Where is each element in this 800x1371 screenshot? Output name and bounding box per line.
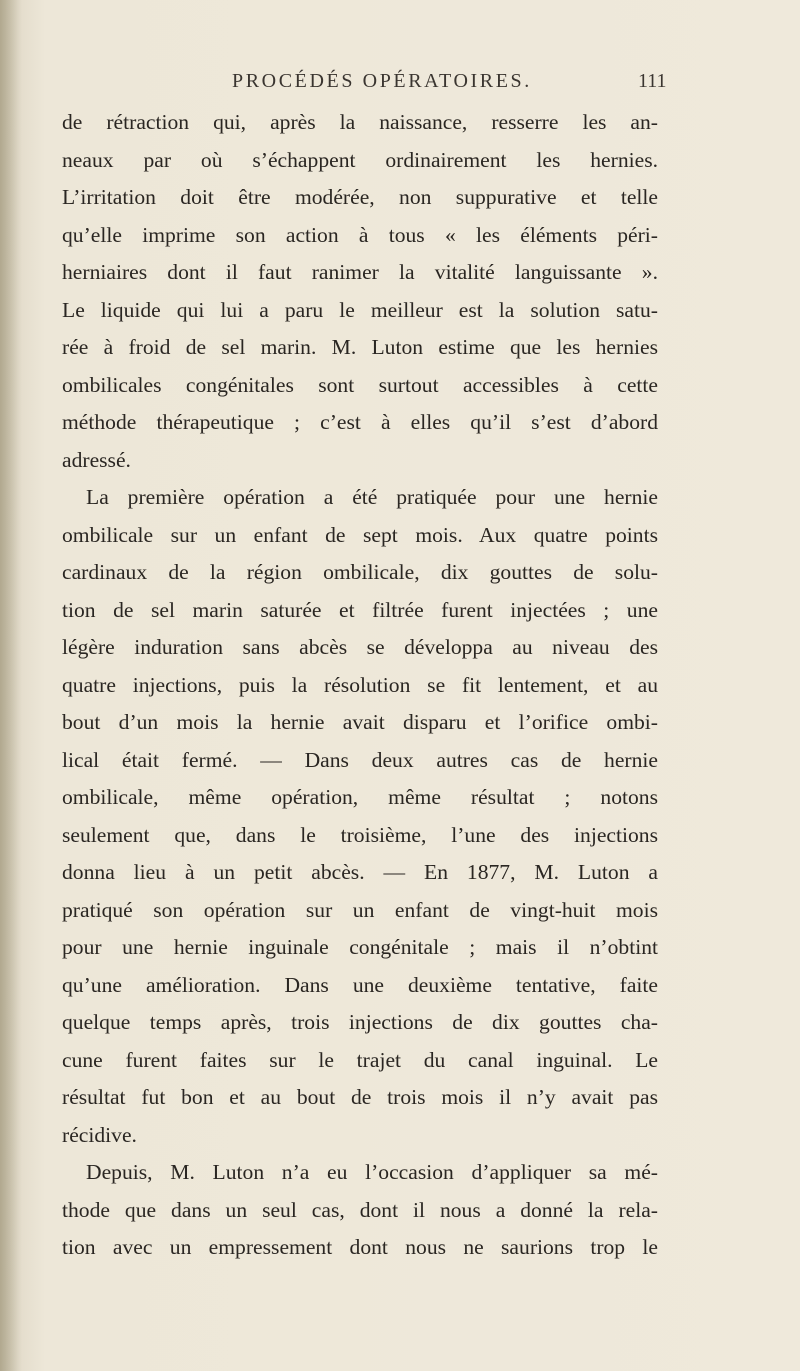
text-line: tion avec un empressement dont nous ne saurions trop le	[62, 1235, 658, 1259]
text-line: récidive.	[62, 1122, 137, 1147]
text-line: de rétraction qui, après la naissance, resserre les an-	[62, 110, 658, 134]
text-line: cardinaux de la région ombilicale, dix gouttes de solu-	[62, 560, 658, 584]
body-text	[62, 104, 658, 1267]
text-line: tion de sel marin saturée et filtrée furent injectées ; une	[62, 597, 658, 622]
text-line: lical était fermé. — Dans deux autres cas de hernie	[62, 747, 658, 772]
page-gutter-shadow	[0, 0, 22, 1371]
text-line: adressé.	[62, 447, 131, 472]
text-line: bout d’un mois la hernie avait disparu et l’orifice ombi-	[62, 710, 658, 734]
text-line: ombilicale sur un enfant de sept mois. Aux quatre points	[62, 522, 658, 547]
text-line: seulement que, dans le troisième, l’une des injections	[62, 822, 658, 847]
text-line: Le liquide qui lui a paru le meilleur est la solution satu-	[62, 297, 658, 322]
running-title: PROCÉDÉS OPÉRATOIRES.	[232, 70, 532, 92]
text-line: qu’elle imprime son action à tous « les éléments péri-	[62, 222, 658, 247]
text-line: Depuis, M. Luton n’a eu l’occasion d’appliquer sa mé-	[86, 1160, 658, 1184]
text-line: cune furent faites sur le trajet du canal inguinal. Le	[62, 1047, 658, 1072]
text-line: thode que dans un seul cas, dont il nous a donné la rela-	[62, 1197, 658, 1222]
text-line: méthode thérapeutique ; c’est à elles qu’il s’est d’abord	[62, 410, 658, 434]
text-line: ombilicales congénitales sont surtout accessibles à cette	[62, 372, 658, 397]
text-line: quatre injections, puis la résolution se fit lentement, et au	[62, 672, 658, 697]
text-line: légère induration sans abcès se développa au niveau des	[62, 635, 658, 659]
text-line: quelque temps après, trois injections de dix gouttes cha-	[62, 1010, 658, 1034]
text-line: L’irritation doit être modérée, non suppurative et telle	[62, 185, 658, 209]
text-line: qu’une amélioration. Dans une deuxième tentative, faite	[62, 972, 658, 997]
text-line: neaux par où s’échappent ordinairement les hernies.	[62, 147, 658, 172]
text-line: ombilicale, même opération, même résultat ; notons	[62, 785, 658, 809]
text-line: herniaires dont il faut ranimer la vitalité languissante ».	[62, 260, 658, 284]
page-number: 111	[638, 70, 667, 92]
text-line: pratiqué son opération sur un enfant de vingt-huit mois	[62, 897, 658, 922]
text-line: résultat fut bon et au bout de trois mois il n’y avait pas	[62, 1085, 658, 1109]
text-line: rée à froid de sel marin. M. Luton estime que les hernies	[62, 335, 658, 359]
running-header	[0, 70, 800, 100]
text-line: donna lieu à un petit abcès. — En 1877, M. Luton a	[62, 860, 658, 884]
text-line: pour une hernie inguinale congénitale ; mais il n’obtint	[62, 935, 658, 959]
text-line: La première opération a été pratiquée pour une hernie	[86, 485, 658, 509]
